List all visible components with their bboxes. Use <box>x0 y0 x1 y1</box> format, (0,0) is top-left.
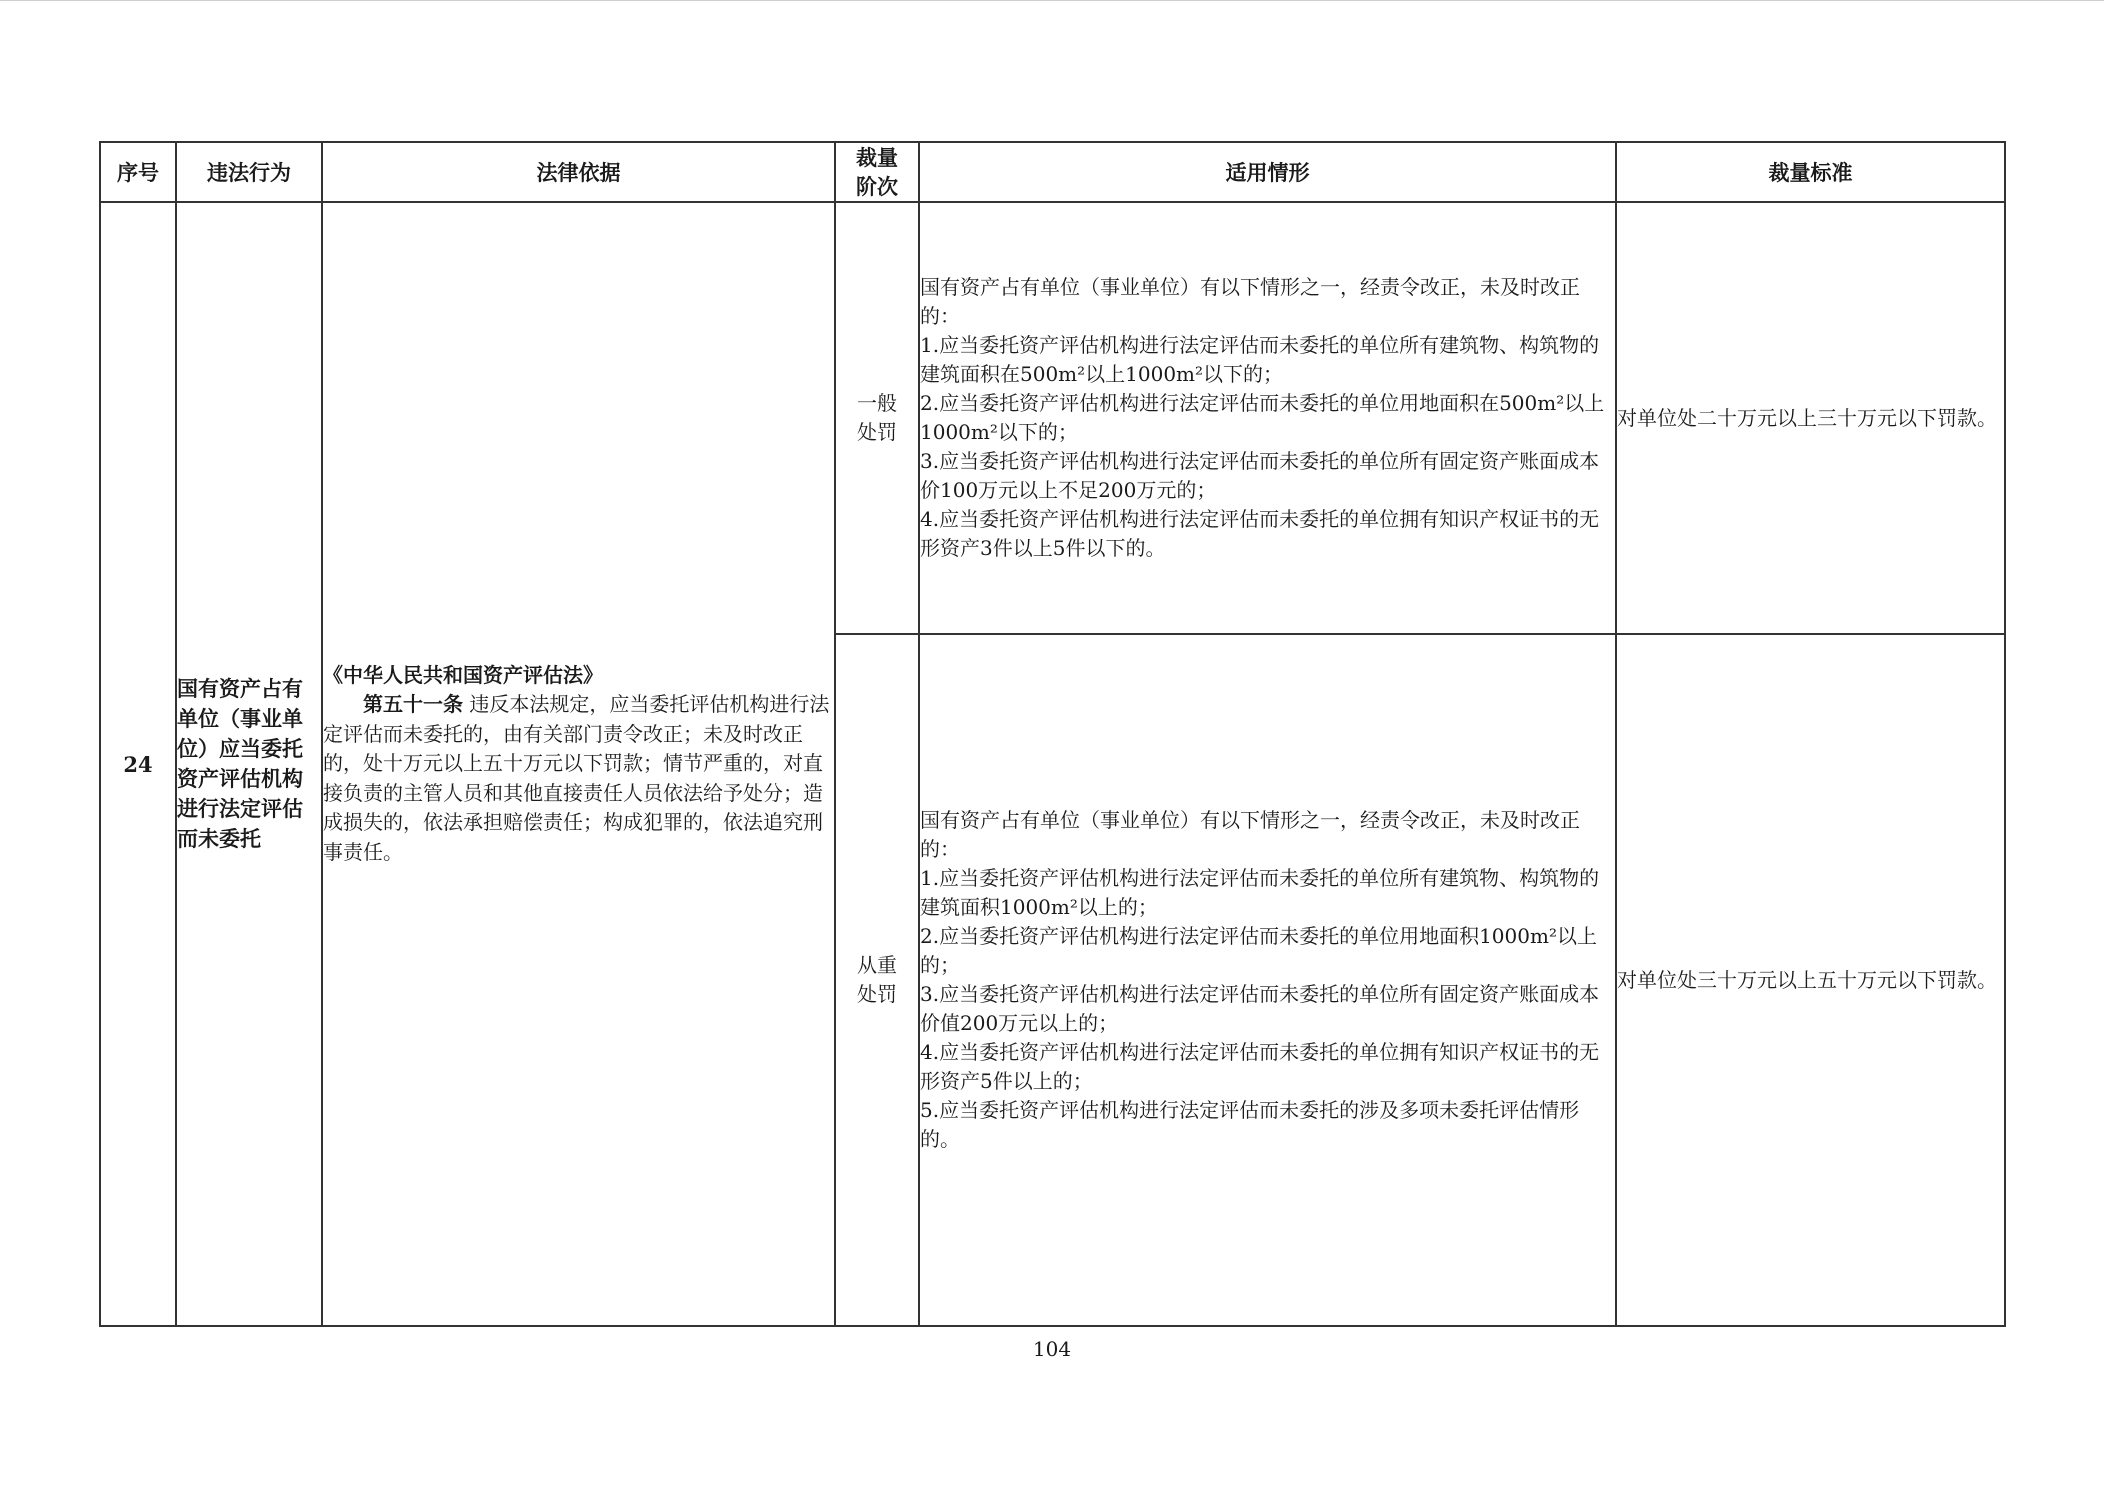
header-act: 违法行为 <box>176 142 322 202</box>
penalty-table <box>99 141 2006 1327</box>
header-seq: 序号 <box>100 142 176 202</box>
header-condition: 适用情形 <box>919 142 1616 202</box>
article-number: 第五十一条 <box>363 692 463 717</box>
level-general: 一般 处罚 <box>835 202 919 634</box>
header-basis: 法律依据 <box>322 142 835 202</box>
standard-heavy: 对单位处三十万元以上五十万元以下罚款。 <box>1616 634 2005 1326</box>
page-number: 104 <box>1032 1337 1072 1361</box>
legal-basis-cell <box>322 202 835 1326</box>
header-standard: 裁量标准 <box>1616 142 2005 202</box>
article-text: 违反本法规定，应当委托评估机构进行法定评估而未委托的，由有关部门责令改正；未及时改正的，处十万元以上五十万元以下罚款；情节严重的，对直接负责的主管人员和其他直接责任人员依法给予处分；造成损失的，依法承担赔偿责任；构成犯罪的，依法追究刑事责任。 <box>323 692 830 864</box>
level-heavy: 从重 处罚 <box>835 634 919 1326</box>
top-rule <box>0 0 2104 1</box>
conditions-general: 国有资产占有单位（事业单位）有以下情形之一，经责令改正，未及时改正的： 1.应当委托资产评估机构进行法定评估而未委托的单位所有建筑物、构筑物的建筑面积在500m²以上1000m²以下的； 2.应当委托资产评估机构进行法定评估而未委托的单位用地面积在500m²以上1000m²以下的； 3.应当委托资产评估机构进行法定评估而未委托的单位所有固定资产账面成本价100万元以上不足200万元的； 4.应当委托资产评估机构进行法定评估而未委托的单位拥有知识产权证书的无形资产3件以上5件以下的。 <box>919 202 1616 634</box>
law-title: 《中华人民共和国资产评估法》 <box>323 662 603 687</box>
header-level: 裁量 阶次 <box>835 142 919 202</box>
article-paragraph <box>323 690 834 867</box>
table-row-general <box>100 202 2005 634</box>
conditions-heavy: 国有资产占有单位（事业单位）有以下情形之一，经责令改正，未及时改正的： 1.应当委托资产评估机构进行法定评估而未委托的单位所有建筑物、构筑物的建筑面积1000m²以上的； 2.应当委托资产评估机构进行法定评估而未委托的单位用地面积1000m²以上的； 3.应当委托资产评估机构进行法定评估而未委托的单位所有固定资产账面成本价值200万元以上的； 4.应当委托资产评估机构进行法定评估而未委托的单位拥有知识产权证书的无形资产5件以上的； 5.应当委托资产评估机构进行法定评估而未委托的涉及多项未委托评估情形的。 <box>919 634 1616 1326</box>
seq-cell: 24 <box>100 202 176 1326</box>
standard-general: 对单位处二十万元以上三十万元以下罚款。 <box>1616 202 2005 634</box>
header-row <box>100 142 2005 202</box>
violation-cell: 国有资产占有单位（事业单位）应当委托资产评估机构进行法定评估而未委托 <box>176 202 322 1326</box>
